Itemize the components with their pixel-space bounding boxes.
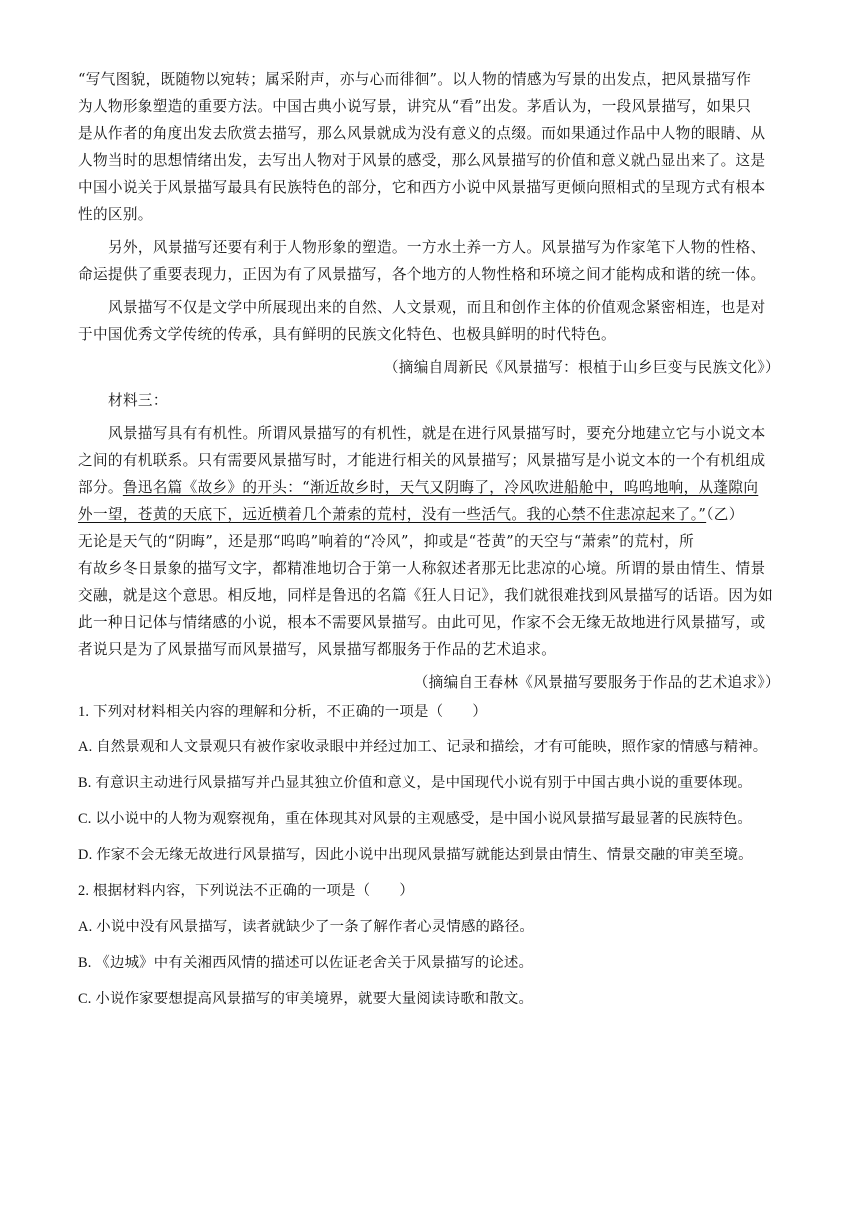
option-d: D. 作家不会无缘无故进行风景描写，因此小说中出现风景描写就能达到景由情生、情景交融的审美至境。: [78, 847, 753, 863]
text-line: 有故乡冬日景象的描写文字，都精准地切合于第一人称叙述者那无比悲凉的心境。所谓的景由情生、情景: [78, 560, 766, 577]
mark-yi: （乙）: [706, 506, 744, 523]
material3-paragraph: [78, 420, 780, 663]
material2-source: （摘编自周新民《风景描写：根植于山乡巨变与民族文化》）: [383, 359, 780, 376]
question-1: [78, 696, 780, 873]
option-c: C. 小说作家要想提高风景描写的审美境界，就要大量阅读诗歌和散文。: [78, 991, 534, 1007]
option-a: A. 自然景观和人文景观只有被作家收录眼中并经过加工、记录和描绘，才有可能映，照作家的情感与精神。: [78, 739, 768, 755]
material2-paragraph-1: [78, 66, 780, 228]
text-line: [78, 474, 780, 501]
underlined-quote: 鲁迅名篇《故乡》的开头：“渐近故乡时，天气又阴晦了，冷风吹进船舱中，呜呜地响，从蓬隙向: [122, 479, 759, 496]
underlined-quote: 外一望，苍黄的天底下，远近横着几个萧索的荒村，没有一些活气。我的心禁不住悲凉起来了。”: [78, 506, 707, 523]
text-line: 风景描写具有有机性。所谓风景描写的有机性，就是在进行风景描写时，要充分地建立它与小说文本: [108, 425, 766, 442]
text-line: 为人物形象塑造的重要方法。中国古典小说写景，讲究从“看”出发。茅盾认为，一段风景描写，如果只: [78, 98, 752, 115]
text-line: 风景描写不仅是文学中所展现出来的自然、人文景观，而且和创作主体的价值观念紧密相连，也是对: [108, 299, 766, 316]
plain-text: 部分。: [78, 479, 123, 496]
text-line: [78, 501, 780, 528]
material2-paragraph-2: [78, 234, 780, 288]
question-2: [78, 873, 780, 1017]
text-line: 中国小说关于风景描写最具有民族特色的部分，它和西方小说中风景描写更倾向照相式的呈现方式有根本: [78, 179, 766, 196]
document-page: [78, 66, 780, 1017]
text-line: 人物当时的思想情绪出发，去写出人物对于风景的感受，那么风景描写的价值和意义就凸显出来了。这是: [78, 152, 766, 169]
text-line: 于中国优秀文学传统的传承，具有鲜明的民族文化特色、也极具鲜明的时代特色。: [78, 326, 616, 343]
text-line: 另外，风景描写还要有利于人物形象的塑造。一方水土养一方人。风景描写为作家笔下人物的性格、: [108, 239, 766, 256]
text-line: 无论是天气的“阴晦”，还是那“呜呜”响着的“冷风”，抑或是“苍黄”的天空与“萧索”的荒村，所: [78, 533, 695, 550]
text-line: “写气图貌，既随物以宛转；属采附声，亦与心而徘徊”。以人物的情感为写景的出发点，把风景描写作: [78, 71, 752, 88]
text-line: 是从作者的角度出发去欣赏去描写，那么风景就成为没有意义的点缀。而如果通过作品中人物的眼睛、从: [78, 125, 766, 142]
text-line: 交融，就是这个意思。相反地，同样是鲁迅的名篇《狂人日记》，我们就很难找到风景描写的话语。因为如: [78, 587, 774, 604]
text-line: 性的区别。: [78, 206, 153, 223]
text-line: 命运提供了重要表现力，正因为有了风景描写，各个地方的人物性格和环境之间才能构成和谐的统一体。: [78, 266, 766, 283]
option-c: C. 以小说中的人物为观察视角，重在体现其对风景的主观感受，是中国小说风景描写最显著的民族特色。: [78, 811, 752, 827]
material3-source: （摘编自王春林《风景描写要服务于作品的艺术追求》）: [413, 674, 780, 691]
material3-heading: 材料三：: [108, 392, 168, 409]
question-stem: 2. 根据材料内容，下列说法不正确的一项是（ ）: [78, 883, 414, 899]
text-line: 此一种日记体与情绪感的小说，根本不需要风景描写。由此可见，作家不会无缘无故地进行风景描写，或: [78, 614, 766, 631]
option-a: A. 小说中没有风景描写，读者就缺少了一条了解作者心灵情感的路径。: [78, 919, 534, 935]
material2-paragraph-3: [78, 294, 780, 348]
text-line: 者说只是为了风景描写而风景描写，风景描写都服务于作品的艺术追求。: [78, 641, 557, 658]
option-b: B. 《边城》中有关湘西风情的描述可以佐证老舍关于风景描写的论述。: [78, 955, 534, 971]
question-stem: 1. 下列对材料相关内容的理解和分析，不正确的一项是（ ）: [78, 704, 487, 720]
option-b: B. 有意识主动进行风景描写并凸显其独立价值和意义，是中国现代小说有别于中国古典小说的重要体现。: [78, 775, 752, 791]
text-line: 之间的有机联系。只有需要风景描写时，才能进行相关的风景描写；风景描写是小说文本的一个有机组成: [78, 452, 766, 469]
